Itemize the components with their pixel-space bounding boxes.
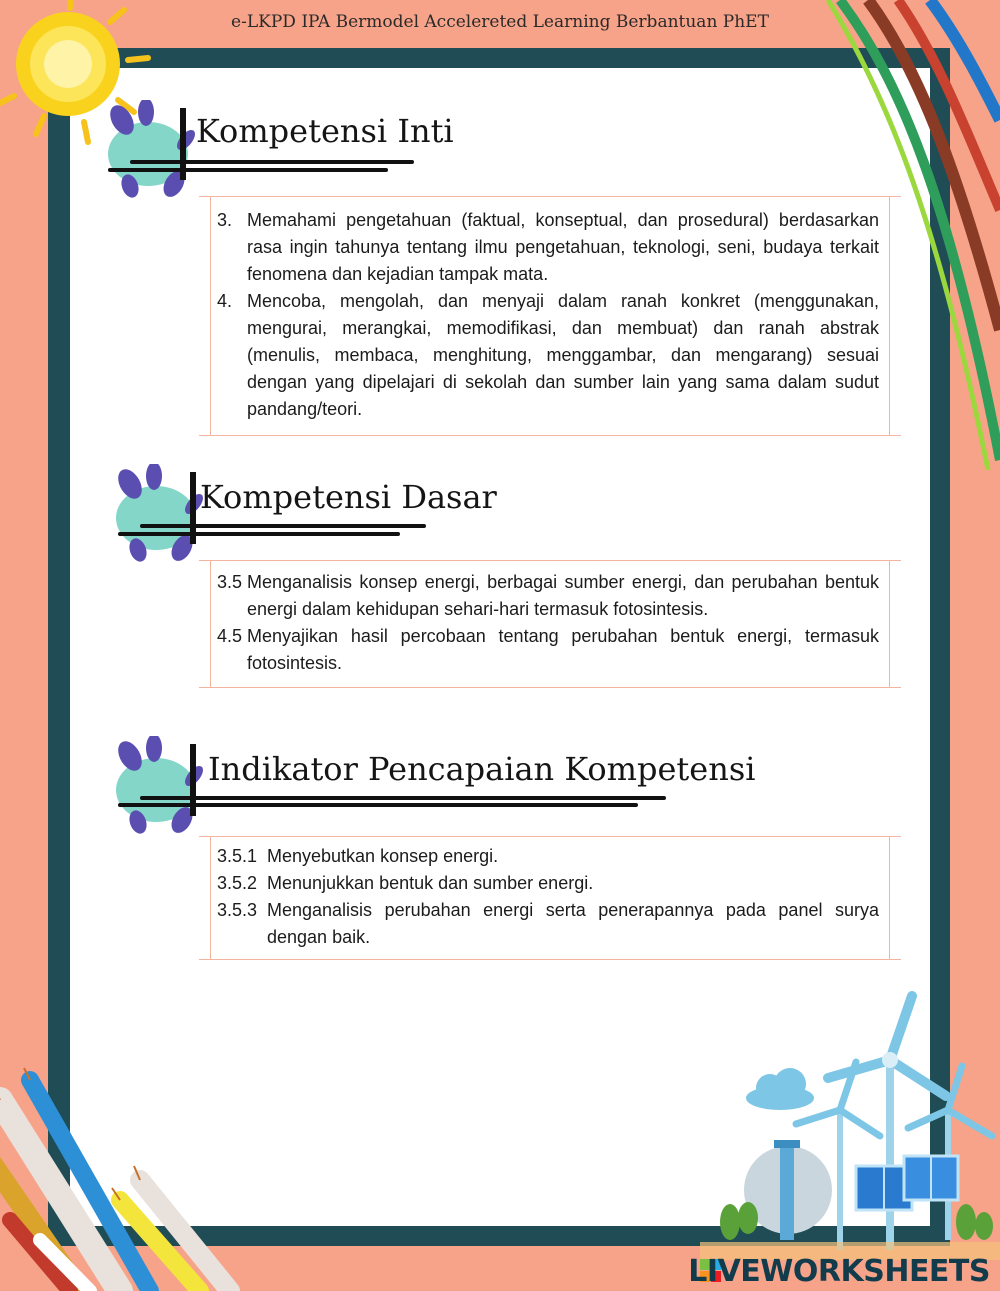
section-title: Indikator Pencapaian Kompetensi	[208, 750, 756, 788]
item-number: 3.5	[217, 572, 243, 592]
solar-panel-icon	[856, 1156, 958, 1210]
list-item	[211, 207, 889, 288]
item-text: Menyajikan hasil percobaan tentang perubahan bentuk energi, termasuk fotosintesis.	[247, 626, 879, 673]
item-text: Menunjukkan bentuk dan sumber energi.	[267, 873, 594, 893]
storage-tank-icon	[744, 1140, 832, 1240]
worksheet-header-title: e-LKPD IPA Bermodel Accelereted Learning Berbantuan PhET	[231, 12, 769, 32]
item-number: 3.5.3	[217, 900, 258, 920]
section-underline	[140, 524, 426, 528]
item-text: Memahami pengetahuan (faktual, konseptual, dan prosedural) berdasarkan rasa ingin tahunya tentang ilmu pengetahuan, teknologi, seni, budaya terkait fenomena dan kejadian tampak mata.	[247, 210, 879, 284]
section-header-kompetensi-inti	[100, 104, 454, 184]
item-text: Menyebutkan konsep energi.	[267, 846, 499, 866]
section-title: Kompetensi Dasar	[200, 478, 497, 516]
item-text: Menganalisis konsep energi, berbagai sumber energi, dan perubahan bentuk energi dalam kehidupan sehari-hari termasuk fotosintesis.	[247, 572, 879, 619]
section-underline	[118, 532, 400, 536]
list-item	[211, 623, 889, 677]
item-number: 3.	[217, 210, 233, 230]
item-number: 4.5	[217, 626, 243, 646]
kompetensi-dasar-box	[210, 560, 890, 688]
section-underline	[140, 796, 666, 800]
indikator-box	[210, 836, 890, 960]
cable-icon	[0, 1060, 240, 1291]
list-item	[211, 897, 889, 951]
item-number: 3.5.1	[217, 846, 258, 866]
list-item	[211, 843, 889, 870]
wind-turbine-icon	[700, 990, 1000, 1260]
section-header-kompetensi-dasar	[110, 468, 497, 548]
section-underline	[118, 803, 638, 807]
section-title: Kompetensi Inti	[196, 112, 454, 150]
section-header-indikator	[110, 740, 756, 820]
kompetensi-inti-box	[210, 196, 890, 436]
item-number: 4.	[217, 291, 233, 311]
list-item	[211, 569, 889, 623]
cloud-icon	[746, 1068, 814, 1110]
list-item	[211, 870, 889, 897]
list-item	[211, 288, 889, 423]
item-number: 3.5.2	[217, 873, 258, 893]
liveworksheets-logo[interactable]: LIVEWORKSHEETS	[688, 1254, 990, 1289]
item-text: Mencoba, mengolah, dan menyaji dalam ranah konkret (menggunakan, mengurai, merangkai, memodifikasi, dan membuat) dan ranah abstrak (menulis, membaca, menghitung, menggambar, dan mengarang) sesuai dengan yang dipelajari di sekolah dan sumber lain yang sama dalam sudut pandang/teori.	[247, 291, 879, 419]
section-underline	[130, 160, 414, 164]
section-underline	[108, 168, 388, 172]
item-text: Menganalisis perubahan energi serta penerapannya pada panel surya dengan baik.	[267, 900, 879, 947]
